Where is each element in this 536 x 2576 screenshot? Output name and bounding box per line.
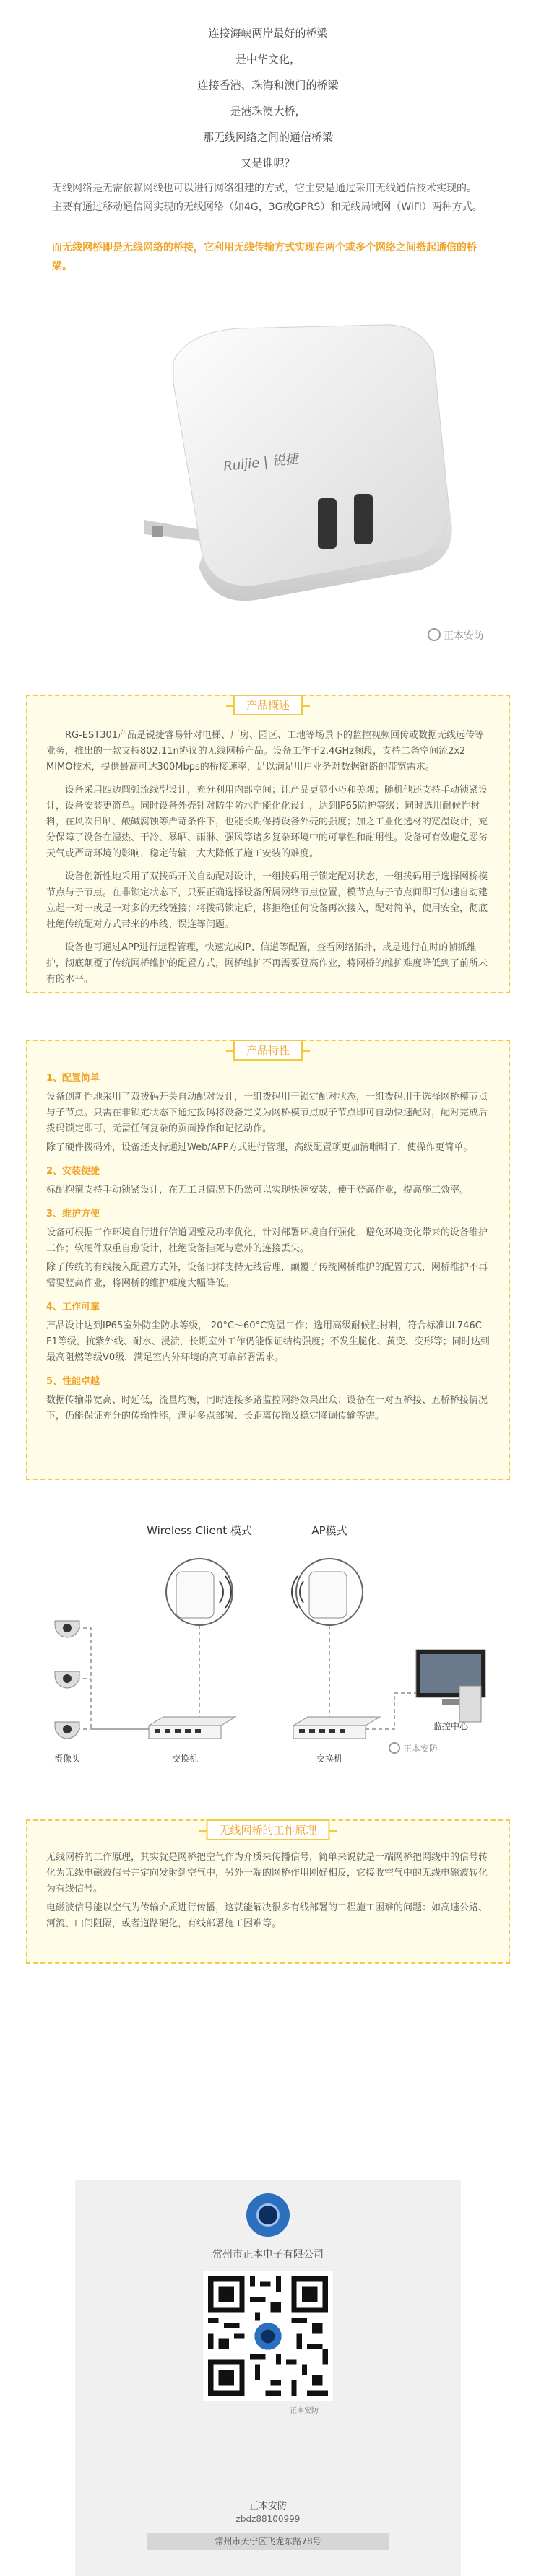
overview-paragraph: RG-EST301产品是锐捷睿易针对电梯、厂房、园区、工地等场景下的监控视频回传或数据无线远传等业务，推出的一款支持802.11n协议的无线网桥产品。设备工作于2.4GHz频段，支持二条空间流2x2 MIMO技术，提供最高可达300Mbps的桥接速率，足以满足用户业务对数据链路的带宽需求。 (46, 730, 485, 773)
camera-icon (55, 1621, 79, 1637)
product-photo (43, 282, 491, 657)
feature-text: 产品设计达到IP65室外防尘防水等级，-20°C～60°C宽温工作；选用高级耐候性材料，符合标准UL746C F1等级，抗紫外线、耐水、浸渍，长期室外工作仍能保证结构强度；不发生脆化、黄变、变形等；同时达到最高阻燃等级V0级，满足室内外环境的高可靠部署需求。 (46, 1320, 490, 1363)
intro-highlight: 而无线网桥即是无线网络的桥接，它利用无线传输方式实现在两个或多个网络之间搭起通信的桥梁。 (52, 242, 477, 272)
principle-section (26, 1819, 510, 1964)
section-title: 无线网桥的工作原理 (206, 1819, 329, 1840)
diagram-left-title: Wireless Client 模式 (147, 1524, 252, 1537)
overview-section (26, 695, 510, 993)
feature-text: 除了硬件拨码外，设备还支持通过Web/APP方式进行管理，高级配置项更加清晰明了，使操作更简单。 (46, 1142, 473, 1153)
switch-label: 交换机 (171, 1754, 199, 1764)
watermark-icon (389, 1743, 399, 1753)
diagram-right-title: AP模式 (311, 1524, 347, 1537)
diagram-watermark: 正本安防 (403, 1744, 438, 1754)
poem-line: 连接香港、珠海和澳门的桥梁 (197, 79, 339, 92)
intro-poem (0, 20, 536, 176)
screw-hole-icon (152, 526, 163, 537)
camera-label: 摄像头 (53, 1754, 81, 1764)
bridge-left-icon (166, 1559, 233, 1625)
feature-heading: 3、维护方便 (46, 1209, 100, 1219)
network-diagram (26, 1513, 510, 1787)
monitor-icon (416, 1650, 485, 1722)
poem-line: 是港珠澳大桥， (230, 105, 306, 118)
feature-text: 设备创新性地采用了双拨码开关自动配对设计，一组拨码用于锁定配对状态，一组拨码用于选择网桥模节点与子节点。只需在非锁定状态下通过拨码将设备定义为网桥模节点或子节点即可自动快速配对，配对完成后拨码锁定即可，无需任何复杂的页面操作和记忆动作。 (46, 1092, 488, 1134)
overview-paragraph: 设备创新性地采用了双拨码开关自动配对设计，一组拨码用于锁定配对状态，一组拨码用于选择网桥模节点与子节点。在非锁定状态下，只要正确选择设备所属网络节点位置，模节点与子节点间即可快速自动建立起一对一或是一对多的无线链接；将拨码锁定后，将拒绝任何设备再次接入，配对简单，使用安全，彻底杜绝传统配对方式带来的串线、误连等问题。 (46, 871, 488, 930)
switch-icon (149, 1717, 235, 1739)
poem-line: 又是谁呢？ (241, 157, 295, 170)
feature-heading: 5、性能卓越 (46, 1376, 100, 1387)
feature-heading: 4、工作可靠 (46, 1302, 100, 1313)
ethernet-port-icon (318, 498, 337, 549)
poem-line: 那无线网络之间的通信桥梁 (202, 131, 333, 144)
camera-icon (55, 1671, 79, 1688)
brand-logo: Ruijie | 锐捷 (222, 451, 299, 474)
bridge-right-icon (292, 1559, 363, 1625)
poem-line: 连接海峡两岸最好的桥梁 (208, 27, 328, 40)
principle-paragraph: 电磁波信号能以空气为传输介质进行传播，这就能解决很多有线部署的工程施工困难的问题：如高速公路、河流、山间阻隔，或者道路硬化，有线部署施工困难等。 (46, 1902, 488, 1929)
ethernet-port-icon (354, 494, 373, 544)
account-name: 正本安防 (248, 2501, 287, 2512)
features-section (26, 1040, 510, 1480)
footer-card (75, 2180, 461, 2576)
link-lines (77, 1625, 416, 1729)
qr-code-icon[interactable] (203, 2271, 333, 2401)
switch-icon (293, 1717, 380, 1739)
company-name: 常州市正本电子有限公司 (212, 2249, 324, 2260)
section-title: 产品概述 (233, 695, 303, 715)
company-logo-icon (246, 2193, 290, 2237)
monitor-label: 监控中心 (433, 1721, 469, 1731)
qr-watermark: 正本安防 (290, 2407, 319, 2415)
feature-heading: 2、安装便捷 (46, 1166, 100, 1177)
intro-paragraph: 无线网络是无需依赖网线也可以进行网络组建的方式，它主要是通过采用无线通信技术实现的。主要有通过移动通信网实现的无线网络（如4G，3G或GPRS）和无线局域网（WiFi）两种方式。 (52, 183, 483, 213)
watermark-icon (428, 628, 441, 641)
feature-text: 除了传统的有线接入配置方式外，设备同样支持无线管理，颠覆了传统网桥维护的配置方式，网桥维护不再需要登高作业，将网桥的维护难度大幅降低。 (46, 1262, 488, 1289)
poem-line: 是中华文化， (235, 53, 301, 66)
account-id: zbdz88100999 (235, 2514, 301, 2524)
overview-paragraph: 设备采用四边圆弧流线型设计，充分利用内部空间；让产品更显小巧和美观；随机他还支持手动锁紧设计，设备安装更简单。同时设备外壳针对防尘防水性能化化设计，达到IP65防护等级；同时选用耐候性材料，在风吹日晒、酸碱腐蚀等严苛条件下，也能长期保持设备外壳的强度；加之工业化选材的宽温设计，充分保障了设备在湿热、干冷、暴晒、雨淋、强风等诸多复杂环境中的可靠性和耐用性。设备可有效避免恶劣天气或严苛环境的影响，稳定传输，大大降低了施工安装的难度。 (46, 785, 488, 859)
section-title: 产品特性 (233, 1040, 303, 1061)
overview-paragraph: 设备也可通过APP进行远程管理，快速完成IP、信道等配置，查看网络拓扑，或是进行在时的帧抓维护，彻底颠覆了传统网桥维护的配置方式，网桥维护不再需要登高作业，将网桥的维护难度降低到了前所未有的水平。 (46, 942, 488, 985)
company-address: 常州市天宁区飞龙东路78号 (147, 2533, 389, 2550)
principle-paragraph: 无线网桥的工作原理，其实就是网桥把空气作为介质来传播信号，简单来说就是一端网桥把网线中的信号转化为无线电磁波信号并定向发射到空气中，另外一端的网桥作用刚好相反，它接收空气中的无线电磁波转化为有线信号。 (46, 1852, 488, 1894)
feature-text: 设备可根据工作环境自行进行信道调整及功率优化，针对部署环境自行强化，避免环境变化带来的设备维护工作；软硬件双重自愈设计，杜绝设备挂死与意外的连接丢失。 (46, 1227, 488, 1254)
image-watermark (428, 628, 484, 643)
camera-icon (55, 1722, 79, 1739)
feature-text: 标配抱箍支持手动锁紧设计，在无工具情况下仍然可以实现快速安装，便于登高作业，提高施工效率。 (46, 1185, 470, 1196)
switch-label: 交换机 (316, 1754, 343, 1764)
feature-heading: 1、配置简单 (46, 1073, 100, 1084)
feature-text: 数据传输带宽高、时延低，流量均衡，同时连接多路监控网络效果出众；设备在一对五桥接、五桥桥接情况下，仍能保证充分的传输性能，满足多点部署、长距离传输及稳定降调传输等需。 (46, 1395, 488, 1422)
device-body (173, 325, 449, 586)
watermark-text: 正本安防 (444, 630, 484, 642)
